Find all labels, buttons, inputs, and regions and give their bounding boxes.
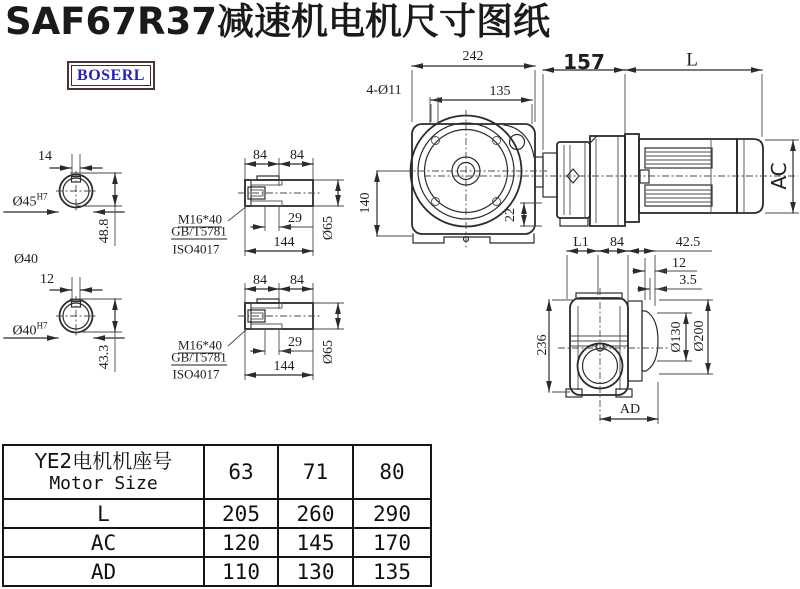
dim-L: L <box>686 49 698 71</box>
row-value: 290 <box>353 499 431 528</box>
spec-gb-a: GB/T5781 <box>171 223 227 239</box>
table-row-L <box>3 499 431 528</box>
spec-m16-b: M16*40 <box>177 337 223 353</box>
header-cn: YE2电机机座号 <box>34 449 173 474</box>
motor-size-table <box>2 444 432 587</box>
dim-84-c: 84 <box>610 235 624 250</box>
row-value: 135 <box>353 557 431 586</box>
row-label: AD <box>3 557 204 586</box>
dim-12: 12 <box>40 272 54 287</box>
spec-m16-a: M16*40 <box>177 211 223 227</box>
page-title: SAF67R37减速机电机尺寸图纸 <box>5 0 551 43</box>
table-row-AD <box>3 557 431 586</box>
dim-o65-a: Ø65 <box>321 215 336 241</box>
dim-o200: Ø200 <box>692 320 707 352</box>
dim-o40: Ø40 <box>13 252 39 267</box>
dim-242: 242 <box>462 49 484 64</box>
spec-gb-b: GB/T5781 <box>171 349 227 365</box>
dim-AC: AC <box>767 162 791 190</box>
dim-84-a2: 84 <box>290 148 304 163</box>
dim-o45h7: $Ø45^{H7}$ <box>12 191 48 210</box>
dim-4-o11: 4-Ø11 <box>366 83 402 98</box>
row-value: 145 <box>278 528 353 557</box>
spec-iso-b: ISO4017 <box>172 366 220 382</box>
row-value: 260 <box>278 499 353 528</box>
table-header-row <box>3 445 431 499</box>
dim-o40h7: $Ø40^{H7}$ <box>12 320 48 339</box>
row-value: 205 <box>204 499 278 528</box>
col-80: 80 <box>353 445 431 499</box>
table-row-AC <box>3 528 431 557</box>
dim-84-a1: 84 <box>253 148 267 163</box>
dim-43-3: 43.3 <box>97 344 112 370</box>
dim-48-8: 48.8 <box>97 218 112 244</box>
dim-L1: L1 <box>573 235 589 250</box>
dim-3-5: 3.5 <box>679 273 697 288</box>
row-label: L <box>3 499 204 528</box>
dim-42-5: 42.5 <box>675 235 701 250</box>
dim-12-c: 12 <box>672 256 686 271</box>
dim-o65-b: Ø65 <box>321 339 336 365</box>
dim-AD: AD <box>619 402 641 417</box>
dim-29-a: 29 <box>288 211 302 226</box>
gearbox-front-view <box>404 110 547 250</box>
col-71: 71 <box>278 445 353 499</box>
dim-29-b: 29 <box>288 335 302 350</box>
table-header-motor-size <box>3 445 204 499</box>
dim-84-b1: 84 <box>253 273 267 288</box>
gearbox-motor-side-view <box>424 134 798 226</box>
row-value: 130 <box>278 557 353 586</box>
dim-135: 135 <box>489 84 511 99</box>
dim-157: 157 <box>563 50 605 74</box>
main-view-dimensions <box>377 66 799 236</box>
dim-144-b: 144 <box>273 359 295 374</box>
row-value: 120 <box>204 528 278 557</box>
dim-o130: Ø130 <box>669 321 684 353</box>
dim-144-a: 144 <box>273 235 295 250</box>
dim-22: 22 <box>503 208 518 222</box>
boserl-logo-text: BOSERL <box>71 65 151 86</box>
dim-236: 236 <box>535 334 550 356</box>
spec-iso-a: ISO4017 <box>172 241 220 257</box>
dim-140: 140 <box>358 192 373 214</box>
dim-14: 14 <box>38 149 52 164</box>
dim-84-b2: 84 <box>290 273 304 288</box>
row-label: AC <box>3 528 204 557</box>
row-value: 170 <box>353 528 431 557</box>
row-value: 110 <box>204 557 278 586</box>
header-en: Motor Size <box>49 473 158 495</box>
col-63: 63 <box>204 445 278 499</box>
